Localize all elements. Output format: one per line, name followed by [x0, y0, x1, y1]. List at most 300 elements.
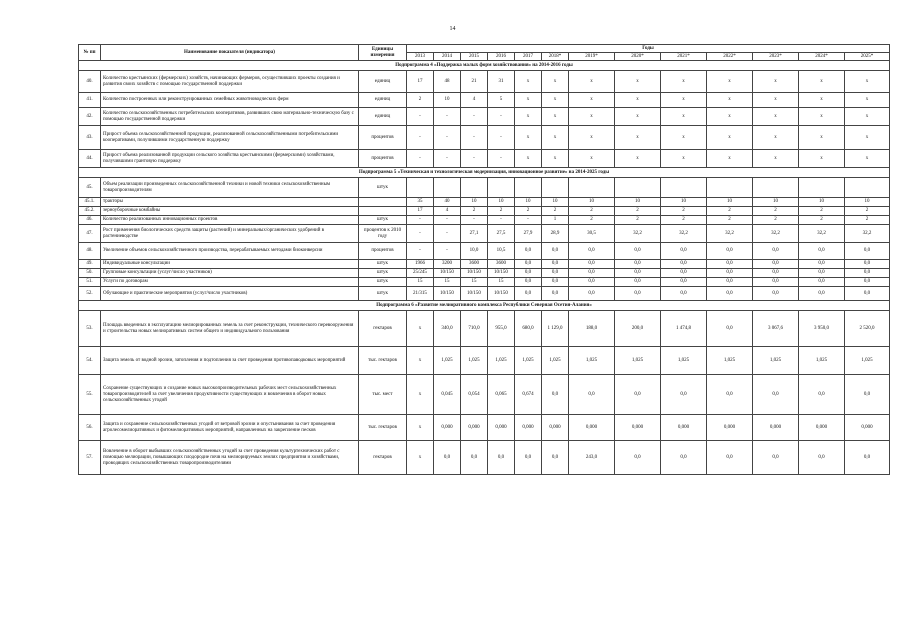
- value-cell: x: [515, 126, 542, 150]
- value-cell: 0,0: [515, 287, 542, 301]
- value-cell: 27,5: [488, 225, 515, 243]
- value-cell: 1 129,0: [542, 311, 569, 347]
- value-cell: 0,0: [661, 278, 707, 287]
- value-cell: 2: [661, 207, 707, 216]
- value-cell: 17: [407, 71, 434, 93]
- value-cell: 30,5: [569, 225, 615, 243]
- value-cell: 0,0: [569, 243, 615, 260]
- value-cell: 0,000: [569, 415, 615, 441]
- value-cell: x: [707, 150, 753, 168]
- indicator-name: Прирост объема сельскохозяйственной продукции, реализованной сельскохозяйственными потребительскими кооперативами, получившими государственную поддержку: [101, 126, 359, 150]
- value-cell: x: [615, 150, 661, 168]
- value-cell: x: [799, 93, 845, 108]
- value-cell: 10,5: [488, 243, 515, 260]
- table-row: [79, 375, 890, 415]
- value-cell: 31: [488, 71, 515, 93]
- value-cell: 25/245: [407, 269, 434, 278]
- value-cell: 15: [461, 278, 488, 287]
- unit-cell: процентов: [359, 243, 407, 260]
- value-cell: 200,0: [615, 311, 661, 347]
- value-cell: 0,0: [707, 260, 753, 269]
- header-year: 2020*: [615, 53, 661, 61]
- subprogram-title: Подпрограмма 6 «Развитие мелиоративного комплекса Республики Северная Осетия-Алания»: [79, 301, 890, 311]
- table-row: [79, 415, 890, 441]
- header-unit: Единицы измерения: [359, 45, 407, 61]
- indicator-name: Групповые консультации (услуг/число участников): [101, 269, 359, 278]
- value-cell: -: [488, 216, 515, 225]
- value-cell: 0,000: [661, 415, 707, 441]
- value-cell: [434, 178, 461, 198]
- unit-cell: штук: [359, 278, 407, 287]
- value-cell: 10/150: [434, 287, 461, 301]
- value-cell: x: [615, 93, 661, 108]
- header-name: Наименование показателя (индикатора): [101, 45, 359, 61]
- table-row: [79, 260, 890, 269]
- unit-cell: [359, 198, 407, 207]
- value-cell: 0,0: [661, 243, 707, 260]
- value-cell: [753, 178, 799, 198]
- value-cell: 2: [707, 216, 753, 225]
- value-cell: x: [542, 150, 569, 168]
- value-cell: -: [461, 108, 488, 126]
- value-cell: x: [845, 93, 890, 108]
- value-cell: 0,0: [753, 260, 799, 269]
- value-cell: 10/150: [461, 269, 488, 278]
- value-cell: 1,025: [615, 347, 661, 375]
- value-cell: 0,674: [515, 375, 542, 415]
- value-cell: 1 474,8: [661, 311, 707, 347]
- value-cell: x: [707, 108, 753, 126]
- value-cell: 10: [542, 198, 569, 207]
- indicator-name: Прирост объема реализованной продукции сельского хозяйства крестьянскими (фермерскими) хозяйствами, получившими грантовую поддержку: [101, 150, 359, 168]
- indicator-name: Сохранение существующих и создание новых высокопроизводительных рабочих мест сельскохозяйственных товаропроизводителей за счет увеличения продуктивности существующих и вовлечения в оборот новых сельскохозяйственных угодий: [101, 375, 359, 415]
- value-cell: 0,0: [799, 287, 845, 301]
- value-cell: 0,0: [753, 375, 799, 415]
- value-cell: 2: [845, 216, 890, 225]
- value-cell: -: [461, 126, 488, 150]
- value-cell: 32,2: [753, 225, 799, 243]
- value-cell: 0,0: [569, 269, 615, 278]
- value-cell: x: [542, 108, 569, 126]
- value-cell: 0,0: [799, 441, 845, 475]
- value-cell: x: [661, 150, 707, 168]
- value-cell: 0,0: [661, 269, 707, 278]
- value-cell: x: [845, 108, 890, 126]
- value-cell: 2: [661, 216, 707, 225]
- value-cell: 2: [569, 207, 615, 216]
- header-year: 2023*: [753, 53, 799, 61]
- value-cell: 0,0: [542, 243, 569, 260]
- value-cell: 2 520,0: [845, 311, 890, 347]
- value-cell: x: [799, 71, 845, 93]
- value-cell: 0,0: [707, 243, 753, 260]
- value-cell: 0,0: [661, 441, 707, 475]
- table-header: [79, 45, 890, 61]
- value-cell: 2: [707, 207, 753, 216]
- row-number: 55.: [79, 375, 101, 415]
- value-cell: 21/315: [407, 287, 434, 301]
- value-cell: 0,0: [569, 287, 615, 301]
- value-cell: 0,0: [569, 260, 615, 269]
- value-cell: 0,045: [434, 375, 461, 415]
- indicator-name: Обучающие и практические мероприятия (услуг/число участников): [101, 287, 359, 301]
- value-cell: x: [569, 108, 615, 126]
- value-cell: x: [569, 150, 615, 168]
- indicator-name: Площадь введенных в эксплуатацию мелиорированных земель за счет реконструкции, технического перевооружения и строительства новых мелиоративных систем общего и индивидуального пользования: [101, 311, 359, 347]
- value-cell: x: [753, 93, 799, 108]
- value-cell: 0,054: [461, 375, 488, 415]
- row-number: 45.1.: [79, 198, 101, 207]
- unit-cell: гектаров: [359, 441, 407, 475]
- indicator-name: Защита земель от водной эрозии, затопления и подтопления за счет проведения противопаводковых мероприятий: [101, 347, 359, 375]
- value-cell: 0,0: [615, 243, 661, 260]
- value-cell: 10: [845, 198, 890, 207]
- value-cell: x: [407, 311, 434, 347]
- table-row: [79, 178, 890, 198]
- table-row: [79, 311, 890, 347]
- value-cell: [799, 178, 845, 198]
- value-cell: [461, 178, 488, 198]
- value-cell: -: [407, 216, 434, 225]
- value-cell: 1,025: [569, 347, 615, 375]
- value-cell: x: [407, 375, 434, 415]
- value-cell: 0,000: [515, 415, 542, 441]
- value-cell: x: [515, 150, 542, 168]
- unit-cell: штук: [359, 269, 407, 278]
- value-cell: 1,025: [434, 347, 461, 375]
- unit-cell: процентов к 2010 году: [359, 225, 407, 243]
- value-cell: 0,0: [488, 441, 515, 475]
- value-cell: 0,000: [753, 415, 799, 441]
- unit-cell: единиц: [359, 71, 407, 93]
- header-years-title: Годы: [407, 45, 890, 53]
- value-cell: 0,0: [434, 441, 461, 475]
- value-cell: 0,0: [542, 287, 569, 301]
- header-year: 2018*: [542, 53, 569, 61]
- value-cell: 0,0: [515, 243, 542, 260]
- value-cell: 15: [488, 278, 515, 287]
- value-cell: 0,0: [515, 269, 542, 278]
- value-cell: 15: [407, 278, 434, 287]
- value-cell: 1,025: [845, 347, 890, 375]
- value-cell: 955,0: [488, 311, 515, 347]
- value-cell: [661, 178, 707, 198]
- value-cell: x: [753, 71, 799, 93]
- row-number: 45.2.: [79, 207, 101, 216]
- value-cell: x: [845, 126, 890, 150]
- value-cell: [542, 178, 569, 198]
- header-year: 2022*: [707, 53, 753, 61]
- value-cell: 0,0: [845, 278, 890, 287]
- value-cell: 10: [615, 198, 661, 207]
- table-row: [79, 198, 890, 207]
- value-cell: 0,0: [753, 441, 799, 475]
- subprogram-heading-row: [79, 61, 890, 71]
- value-cell: -: [434, 243, 461, 260]
- value-cell: 0,000: [845, 415, 890, 441]
- value-cell: 3600: [488, 260, 515, 269]
- value-cell: x: [615, 126, 661, 150]
- value-cell: 0,0: [845, 441, 890, 475]
- unit-cell: гектаров: [359, 311, 407, 347]
- value-cell: 0,0: [845, 375, 890, 415]
- header-year: 2017: [515, 53, 542, 61]
- value-cell: x: [661, 71, 707, 93]
- unit-cell: тыс. гектаров: [359, 415, 407, 441]
- value-cell: 2: [753, 207, 799, 216]
- row-number: 51.: [79, 278, 101, 287]
- unit-cell: штук: [359, 260, 407, 269]
- unit-cell: тыс. гектаров: [359, 347, 407, 375]
- unit-cell: тыс. мест: [359, 375, 407, 415]
- value-cell: 32,2: [615, 225, 661, 243]
- value-cell: x: [845, 150, 890, 168]
- indicator-name: Вовлечение в оборот выбывших сельскохозяйственных угодий за счет проведения культуртехнических работ с помощью мелиорации, повышающих плодородие почв на мелиорируемых землях предприятия и хозяйствами, проводящих сельскохозяйственных товаропроизводителями: [101, 441, 359, 475]
- row-number: 47.: [79, 225, 101, 243]
- row-number: 48.: [79, 243, 101, 260]
- header-year: 2021*: [661, 53, 707, 61]
- value-cell: 21: [461, 71, 488, 93]
- value-cell: 0,0: [753, 287, 799, 301]
- value-cell: 0,0: [542, 269, 569, 278]
- value-cell: 243,0: [569, 441, 615, 475]
- value-cell: 15: [434, 278, 461, 287]
- row-number: 43.: [79, 126, 101, 150]
- indicator-name: зерноуборочные комбайны: [101, 207, 359, 216]
- value-cell: 32,2: [707, 225, 753, 243]
- value-cell: -: [488, 126, 515, 150]
- value-cell: 10: [799, 198, 845, 207]
- value-cell: 1,025: [515, 347, 542, 375]
- value-cell: 2: [515, 207, 542, 216]
- value-cell: [707, 178, 753, 198]
- value-cell: 1,025: [799, 347, 845, 375]
- value-cell: 27,1: [461, 225, 488, 243]
- value-cell: x: [799, 108, 845, 126]
- value-cell: 1966: [407, 260, 434, 269]
- table-row: [79, 287, 890, 301]
- value-cell: 0,0: [461, 441, 488, 475]
- value-cell: 0,0: [845, 287, 890, 301]
- header-year: 2019*: [569, 53, 615, 61]
- value-cell: x: [407, 415, 434, 441]
- value-cell: 0,0: [542, 260, 569, 269]
- row-number: 44.: [79, 150, 101, 168]
- subprogram-title: Подпрограмма 4 «Поддержка малых форм хозяйствования» на 2014-2016 годы: [79, 61, 890, 71]
- value-cell: 10,0: [461, 243, 488, 260]
- value-cell: x: [542, 126, 569, 150]
- subprogram-title: Подпрограмма 5 «Техническая и технологическая модернизация, инновационное развитие» на 2014-2025 годы: [79, 168, 890, 178]
- value-cell: 0,000: [615, 415, 661, 441]
- value-cell: -: [434, 216, 461, 225]
- value-cell: 2: [407, 93, 434, 108]
- value-cell: 10: [461, 198, 488, 207]
- unit-cell: единиц: [359, 93, 407, 108]
- value-cell: 0,0: [615, 260, 661, 269]
- value-cell: 10: [661, 198, 707, 207]
- value-cell: 1,025: [753, 347, 799, 375]
- value-cell: 2: [845, 207, 890, 216]
- table-row: [79, 150, 890, 168]
- value-cell: 48: [434, 71, 461, 93]
- unit-cell: процентов: [359, 150, 407, 168]
- value-cell: 0,000: [461, 415, 488, 441]
- row-number: 42.: [79, 108, 101, 126]
- value-cell: x: [615, 71, 661, 93]
- value-cell: -: [407, 225, 434, 243]
- value-cell: 35: [407, 198, 434, 207]
- value-cell: 1,025: [542, 347, 569, 375]
- value-cell: 0,0: [515, 278, 542, 287]
- value-cell: 1,025: [488, 347, 515, 375]
- row-number: 56.: [79, 415, 101, 441]
- value-cell: 5: [488, 93, 515, 108]
- indicator-name: Услуги по договорам: [101, 278, 359, 287]
- header-year: 2015: [461, 53, 488, 61]
- table-row: [79, 225, 890, 243]
- value-cell: 0,0: [707, 311, 753, 347]
- value-cell: 0,000: [434, 415, 461, 441]
- value-cell: 3 067,6: [753, 311, 799, 347]
- table-row: [79, 216, 890, 225]
- value-cell: 10/150: [488, 287, 515, 301]
- indicator-name: Защита и сохранение сельскохозяйственных угодий от ветровой эрозии и опустынивания за счет проведения агролесомелиоративных и фитомелиоративных мероприятий, направленных на закрепление песков: [101, 415, 359, 441]
- indicator-name: Рост применения биологических средств защиты (растений) и минеральных/органических удобрений в растениеводстве: [101, 225, 359, 243]
- value-cell: 0,0: [615, 278, 661, 287]
- value-cell: [569, 178, 615, 198]
- table-row: [79, 93, 890, 108]
- value-cell: x: [707, 71, 753, 93]
- value-cell: 188,0: [569, 311, 615, 347]
- value-cell: x: [707, 93, 753, 108]
- value-cell: 1,025: [707, 347, 753, 375]
- indicator-name: Количество сельскохозяйственных потребительских кооперативов, развивших свою материально-техническую базу с помощью государственной поддержки: [101, 108, 359, 126]
- value-cell: 10: [753, 198, 799, 207]
- value-cell: 0,0: [707, 278, 753, 287]
- value-cell: 2: [461, 207, 488, 216]
- unit-cell: штук: [359, 178, 407, 198]
- table-row: [79, 278, 890, 287]
- header-year: 2014: [434, 53, 461, 61]
- table-row: [79, 269, 890, 278]
- value-cell: x: [569, 71, 615, 93]
- table-row: [79, 71, 890, 93]
- value-cell: 0,0: [753, 269, 799, 278]
- value-cell: 3 950,0: [799, 311, 845, 347]
- value-cell: 10: [434, 93, 461, 108]
- value-cell: x: [542, 71, 569, 93]
- value-cell: x: [845, 71, 890, 93]
- value-cell: 0,000: [542, 415, 569, 441]
- table-row: [79, 347, 890, 375]
- value-cell: -: [434, 126, 461, 150]
- value-cell: 0,065: [488, 375, 515, 415]
- header-year: 2016: [488, 53, 515, 61]
- value-cell: [515, 178, 542, 198]
- value-cell: x: [799, 126, 845, 150]
- value-cell: 0,0: [569, 278, 615, 287]
- value-cell: 2: [569, 216, 615, 225]
- indicator-name: Количество построенных или реконструированных семейных животноводческих ферм: [101, 93, 359, 108]
- header-year: 2025*: [845, 53, 890, 61]
- value-cell: 0,0: [569, 375, 615, 415]
- value-cell: x: [515, 108, 542, 126]
- value-cell: 32,2: [845, 225, 890, 243]
- value-cell: 10/150: [434, 269, 461, 278]
- unit-cell: [359, 207, 407, 216]
- value-cell: 10: [515, 198, 542, 207]
- value-cell: [407, 178, 434, 198]
- value-cell: 0,0: [515, 441, 542, 475]
- subprogram-heading-row: [79, 168, 890, 178]
- value-cell: -: [434, 225, 461, 243]
- value-cell: 0,0: [615, 287, 661, 301]
- table-row: [79, 243, 890, 260]
- value-cell: x: [753, 108, 799, 126]
- header-num: № пп: [79, 45, 101, 61]
- value-cell: 0,000: [707, 415, 753, 441]
- value-cell: -: [434, 150, 461, 168]
- value-cell: 17: [407, 207, 434, 216]
- unit-cell: штук: [359, 216, 407, 225]
- value-cell: 0,0: [799, 278, 845, 287]
- unit-cell: единиц: [359, 108, 407, 126]
- value-cell: 1: [542, 216, 569, 225]
- value-cell: [615, 178, 661, 198]
- value-cell: -: [461, 216, 488, 225]
- value-cell: -: [407, 108, 434, 126]
- value-cell: 1,025: [661, 347, 707, 375]
- value-cell: 32,2: [661, 225, 707, 243]
- value-cell: 0,0: [661, 287, 707, 301]
- value-cell: x: [753, 150, 799, 168]
- unit-cell: штук: [359, 287, 407, 301]
- value-cell: 2: [542, 207, 569, 216]
- value-cell: 2: [615, 207, 661, 216]
- indicator-name: Индивидуальные консультации: [101, 260, 359, 269]
- value-cell: 0,0: [799, 243, 845, 260]
- value-cell: 0,0: [615, 441, 661, 475]
- value-cell: 1,025: [461, 347, 488, 375]
- value-cell: x: [799, 150, 845, 168]
- row-number: 54.: [79, 347, 101, 375]
- value-cell: 3600: [461, 260, 488, 269]
- table-row: [79, 207, 890, 216]
- value-cell: -: [461, 150, 488, 168]
- value-cell: 0,0: [615, 269, 661, 278]
- value-cell: 0,0: [542, 441, 569, 475]
- row-number: 40.: [79, 71, 101, 93]
- value-cell: 0,0: [799, 269, 845, 278]
- value-cell: 0,0: [542, 375, 569, 415]
- value-cell: x: [661, 108, 707, 126]
- value-cell: -: [434, 108, 461, 126]
- subprogram-heading-row: [79, 301, 890, 311]
- value-cell: -: [515, 216, 542, 225]
- value-cell: 0,0: [799, 260, 845, 269]
- value-cell: 0,0: [845, 260, 890, 269]
- header-year: 2024*: [799, 53, 845, 61]
- value-cell: 10: [488, 198, 515, 207]
- value-cell: 32,2: [799, 225, 845, 243]
- value-cell: 2: [615, 216, 661, 225]
- value-cell: 710,0: [461, 311, 488, 347]
- value-cell: x: [661, 93, 707, 108]
- value-cell: 0,0: [615, 375, 661, 415]
- value-cell: x: [407, 441, 434, 475]
- value-cell: 0,0: [661, 375, 707, 415]
- value-cell: 0,000: [488, 415, 515, 441]
